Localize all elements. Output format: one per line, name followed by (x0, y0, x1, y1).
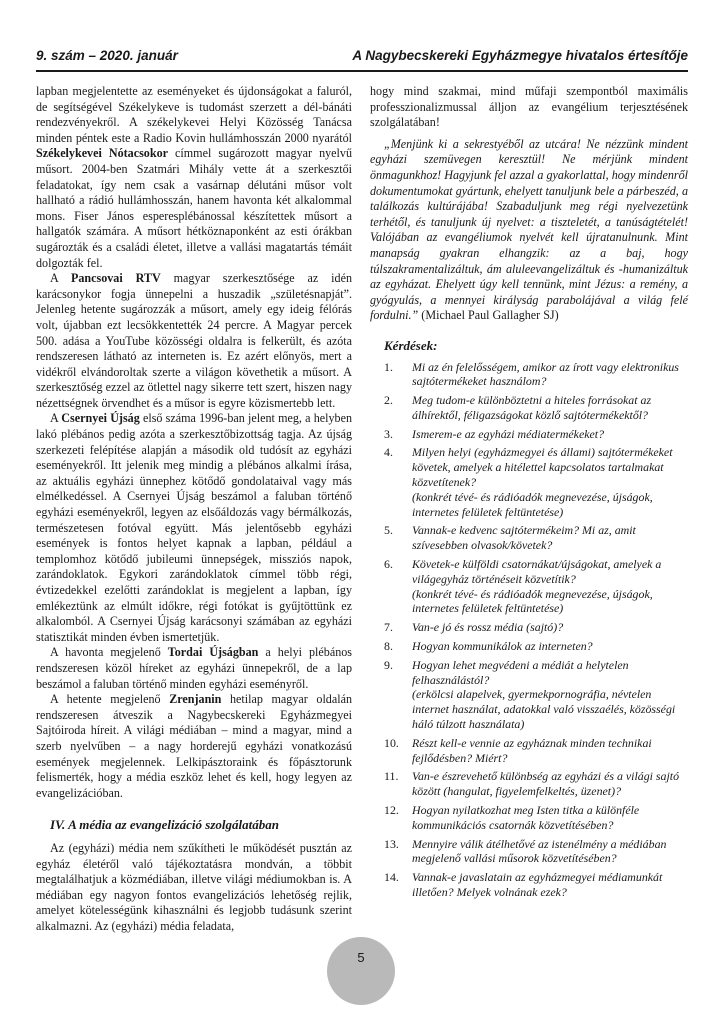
question-item (370, 445, 688, 519)
paragraph-continuation: hogy mind szakmai, mind műfaji szempontból maximális professzionalizmussal álljon az evangélium terjesztésének szolgálatában! (370, 84, 688, 130)
running-header (36, 48, 688, 68)
quote-block (370, 137, 688, 324)
question-note: (konkrét tévé- és rádióadók megnevezése, újságok, internetes felületek feltüntetése) (412, 586, 653, 616)
question-text: Vannak-e kedvenc sajtótermékeim? Mi az, amit szívesebben olvasok/követek? (412, 523, 636, 553)
program-name: Székelykevei Nótacsokor (36, 146, 168, 161)
question-text: Vannak-e javaslatain az egyházmegyei médiamunkát illetően? Melyek volnának ezek? (412, 870, 663, 899)
question-text: Hogyan nyilatkozhat meg Isten titka a különféle kommunikációs csatornák közvetítésében? (412, 803, 640, 832)
question-text: Részt kell-e vennie az egyháznak minden technikai fejlődésben? Miért? (412, 735, 652, 765)
question-number: 4. (384, 445, 393, 460)
question-item (370, 639, 688, 654)
question-number: 8. (384, 639, 393, 654)
quote-text: „Menjünk ki a sekrestyéből az utcára! Ne nézzünk mindent egyházi szemüvegen keresztül! Ne mérjünk mindent önmagunkhoz! Hagyjunk fel azzal a gyakorlattal, hogy mindenről dokumentumokat gyártunk, ehelyett tanuljunk bele a párbeszéd, a találkozás kultúrájába! Szabaduljunk meg régi nyelvezetünk terhétől, és tanuljunk új nyelvet: a tiszteletét, a tanúságtételét! Valójában az evangéliumok nyelvét kell újratanulnunk. Mint manapság gyakran elhangzik: az a baj, hogy túlszakramentalizáltuk, ám aluleevangelizáltuk és -humanizáltuk az egyházat. Ehelyett úgy kell tennünk, mint Jézus: a remény, a gyógyulás, a mennyei királyság parabolájával a világ felé fordulni.” (370, 136, 688, 323)
quote-author: (Michael Paul Gallagher SJ) (418, 308, 559, 323)
media-name: Pancsovai RTV (70, 271, 161, 286)
page-number-badge (327, 937, 395, 1005)
question-number: 9. (384, 657, 393, 672)
question-item (370, 393, 688, 423)
question-number: 6. (384, 557, 393, 572)
questions-list (370, 360, 688, 900)
paragraph-csernyei: A Csernyei Újság első száma 1996-ban jelent meg, a helyben lakó plébános pedig azóta a szerkesztőbizottság tagja. Az újság szerkezeti felépítése alapján a második old tudósít az egyházi eseményekről. Itt jelenik meg mindig a plébános alkalmi írása, az aktuális egyházi ünnephez kötődő gondolataival vagy más elmélkedéssel. A Csernyei Újság beszámol a faluban történő egyházi eseményekről, legyen az elsőáldozás vagy bérmálkozás, természetesen fotóval együtt. Más jelentősebb egyházi események is fontos helyet kapnak a lapban, például a templomhoz kötődő jubileumi ünnepségek, missziós napok, zarándoklatok. Egykori zarándoklatok címmel több régi, évtizedekkel ezelőtti zarándoklat is megjelent a lapban, így emlékeztünk az elmúlt időkre, régi fotókat is gyűjtöttünk ez alkalomból. A Csernyei Újság karácsonyi számában az egyházi statisztikát minden évben ismertetjük. (36, 411, 353, 644)
question-item (370, 557, 688, 616)
question-number: 11. (384, 769, 399, 784)
paragraph-szekelykeve: lapban megjelentette az eseményeket és újdonságokat a faluról, de segítségével Székelykeve is tudomást szerzett a dél-bánáti rendezvényekről. A székelykevei Helyi Közösség Tanácsa minden péntek este a Radio Kovin hullámhosszán 2000 nyarától Székelykevei Nótacsokor címmel sugározott magyar nyelvű műsort. 2004-ben Szatmári Mihály vette át a szerkesztői feladatokat, így nem csak a vasárnap délutáni műsor volt hallható a rádió hullámhosszán, hanem havonta két alkalommal mons. Fiser János esperesplébánossal készítettek műsort a hallgatók számára. A műsort hétköznaponként az esti órákban sugározták és a családi életet, illetve a vallási magatartás témáit dolgozták fel. (36, 84, 352, 270)
page-number: 5 (357, 950, 365, 965)
question-number: 12. (384, 803, 399, 818)
question-number: 5. (384, 523, 393, 538)
paragraph-zrenjanin: A hetente megjelenő Zrenjanin hetilap magyar oldalán rendszeresen átveszik a Nagybecskereki Egyházmegyei Sajtóiroda híreit. A világi médiában – mind a magyar, mind a szerb nyelvűben – a nagy horderejű egyházi vonatkozású események megjelennek. Lelkipásztoraink és főpásztorunk felismerték, hogy a média eszköz lehet és kell, hogy legyen az evangelizációban. (36, 692, 352, 800)
question-text: Van-e észrevehető különbség az egyházi és a világi sajtó között (hangulat, figyelemfelkeltés, üzenet)? (412, 769, 680, 799)
question-text: Hogyan kommunikálok az interneten? (412, 639, 593, 654)
question-note: (erkölcsi alapelvek, gyermekpornográfia, névtelen internet használat, adatokkal való visszaélés, közösségi háló túlzott használata) (412, 687, 676, 732)
question-text: Mi az én felelősségem, amikor az írott vagy elektronikus sajtótermékeket használom? (412, 359, 679, 389)
question-item (370, 803, 688, 833)
media-name: Tordai Újságban (167, 645, 259, 660)
question-item (370, 427, 688, 442)
media-name: Zrenjanin (169, 692, 222, 707)
question-text: Van-e jó és rossz média (sajtó)? (412, 620, 564, 635)
question-item (370, 360, 688, 390)
header-rule (36, 70, 688, 72)
section-heading: IV. A média az evangelizáció szolgálatában (50, 817, 279, 833)
question-text: Milyen helyi (egyházmegyei és állami) sajtótermékeket követek, amelyek a hitélettel kapcsolatos tartalmakat közvetítenek? (412, 445, 673, 490)
left-column (36, 84, 352, 934)
question-item (370, 523, 688, 553)
publication-title: A Nagybecskereki Egyházmegye hivatalos értesítője (352, 48, 688, 63)
question-item (370, 736, 688, 766)
question-item (370, 658, 688, 732)
question-number: 14. (384, 870, 399, 885)
question-number: 2. (384, 393, 393, 408)
question-text: Követek-e külföldi csatornákat/újságokat, amelyek a világegyház történéseit közvetítik? (412, 557, 662, 586)
question-text: Hogyan lehet megvédeni a médiát a helytelen felhasználástól? (412, 657, 629, 687)
paragraph-media-evangelization: Az (egyházi) média nem szűkítheti le működését pusztán az egyház életéről való tájékoztatásra mondván, a többit megtalálhatjuk a közmédiában, illetve világi médiumokban is. A médiában egy nagyon fontos evangelizációs lehetőség rejlik, amelyet kötelességünk kihasználni és legjobb tudásunk szerint alkalmazni. Az (egyházi) média feladata, (36, 840, 352, 933)
question-item (370, 769, 688, 799)
question-text: Meg tudom-e különböztetni a hiteles forrásokat az álhírektől, féligazságokat közlő sajtótermékektől? (412, 393, 652, 422)
question-number: 1. (384, 359, 393, 374)
question-item (370, 870, 688, 900)
question-text: Mennyire válik átélhetővé az istenélmény a médiában megjelenő vallási műsorok közvetítésében? (412, 836, 667, 866)
question-number: 10. (384, 735, 399, 750)
right-column (370, 84, 688, 904)
question-item (370, 620, 688, 635)
paragraph-pancsovai: A Pancsovai RTV magyar szerkesztősége az idén karácsonykor fogja ünnepelni a huszadik „születésnapját”. Jelenleg hetente sugározzák a műsort, amely egy ideig félórás volt, újabban ezt lecsökkentették 24 percre. A Magyar percek 500. adása a YouTube közösségi oldalra is felkerült, és azóta rendszeresen látható az interneten is. Ez azért előnyös, mert a vidékről elvándoroltak szerte a világon követhetik a műsort. A szerkesztőség ezzel az ötlettel nagy sikerre tett szert, hiszen nagy nézettségnek örvendhet és a műsor is egyre közismertebb lett. (36, 271, 352, 410)
question-number: 7. (384, 620, 393, 635)
question-number: 13. (384, 836, 399, 851)
issue-label: 9. szám – 2020. január (36, 48, 178, 63)
questions-heading: Kérdések: (384, 337, 438, 353)
question-item (370, 837, 688, 867)
paragraph-tordai: A havonta megjelenő Tordai Újságban a helyi plébános rendszeresen közöl híreket az egyházi ünnepekről, de a lap beszámol a faluban történő minden egyházi eseményről. (36, 645, 352, 691)
question-note: (konkrét tévé- és rádióadók megnevezése, újságok, internetes felületek feltüntetése) (412, 489, 653, 519)
question-text: Ismerem-e az egyházi médiatermékeket? (412, 426, 605, 441)
question-number: 3. (384, 426, 393, 441)
media-name: Csernyei Újság (61, 411, 140, 426)
